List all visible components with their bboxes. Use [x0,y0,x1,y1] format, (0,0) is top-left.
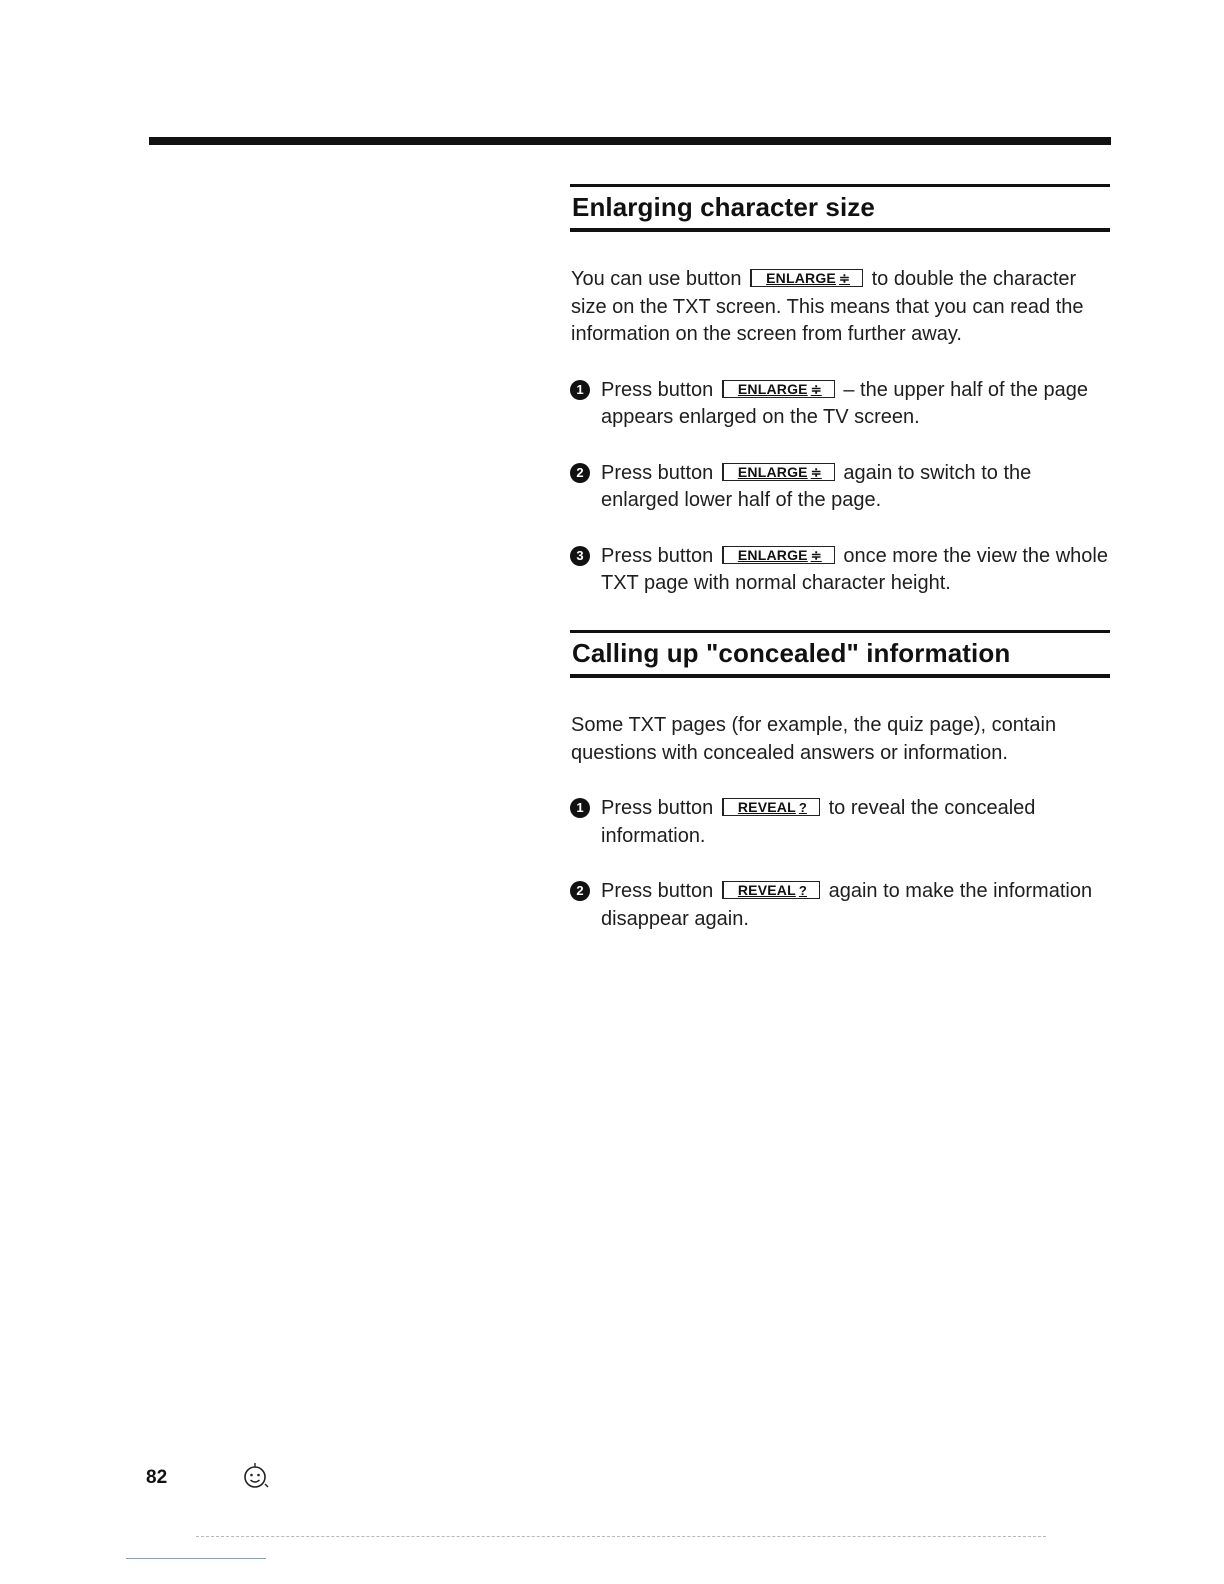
step-2: 2 Press button ENLARGE ≑ again to switch to the enlarged lower half of the page. [570,460,1110,515]
step-2: 2 Press button REVEAL ? again to make the information disappear again. [570,878,1110,933]
enlarge-key: ENLARGE ≑ [722,380,835,398]
enlarge-key: ENLARGE ≑ [750,269,863,287]
intro-paragraph [570,266,1110,349]
step-number-badge: 1 [570,798,590,818]
reveal-key: REVEAL ? [722,881,820,899]
page-number: 82 [146,1467,168,1488]
section-title: Calling up "concealed" information [572,638,1011,668]
step-number-badge: 1 [570,380,590,400]
step-number-badge: 2 [570,881,590,901]
section-header [570,184,1110,232]
section-header [570,630,1110,678]
smiley-icon [241,1462,269,1495]
scan-artifact-line [126,1558,266,1559]
step-number-badge: 3 [570,546,590,566]
step-3: 3 Press button ENLARGE ≑ once more the view the whole TXT page with normal character height. [570,543,1110,598]
enlarge-key: ENLARGE ≑ [722,463,835,481]
enlarge-key: ENLARGE ≑ [722,546,835,564]
step-1: 1 Press button ENLARGE ≑ – the upper half of the page appears enlarged on the TV screen. [570,377,1110,432]
intro-text-before: You can use button [571,268,742,290]
intro-paragraph: Some TXT pages (for example, the quiz page), contain questions with concealed answers or information. [571,714,1057,764]
step-1: 1 Press button REVEAL ? to reveal the concealed information. [570,795,1110,850]
section-enlarging [570,184,1110,598]
step-number-badge: 2 [570,463,590,483]
intro-text-after: to double the character size on the TXT screen. This means that you can read the information on the screen from further away. [571,268,1084,345]
scan-artifact [196,1536,1046,1543]
top-rule [149,137,1111,145]
reveal-key: REVEAL ? [722,798,820,816]
section-concealed [570,630,1110,933]
section-title: Enlarging character size [572,192,875,222]
